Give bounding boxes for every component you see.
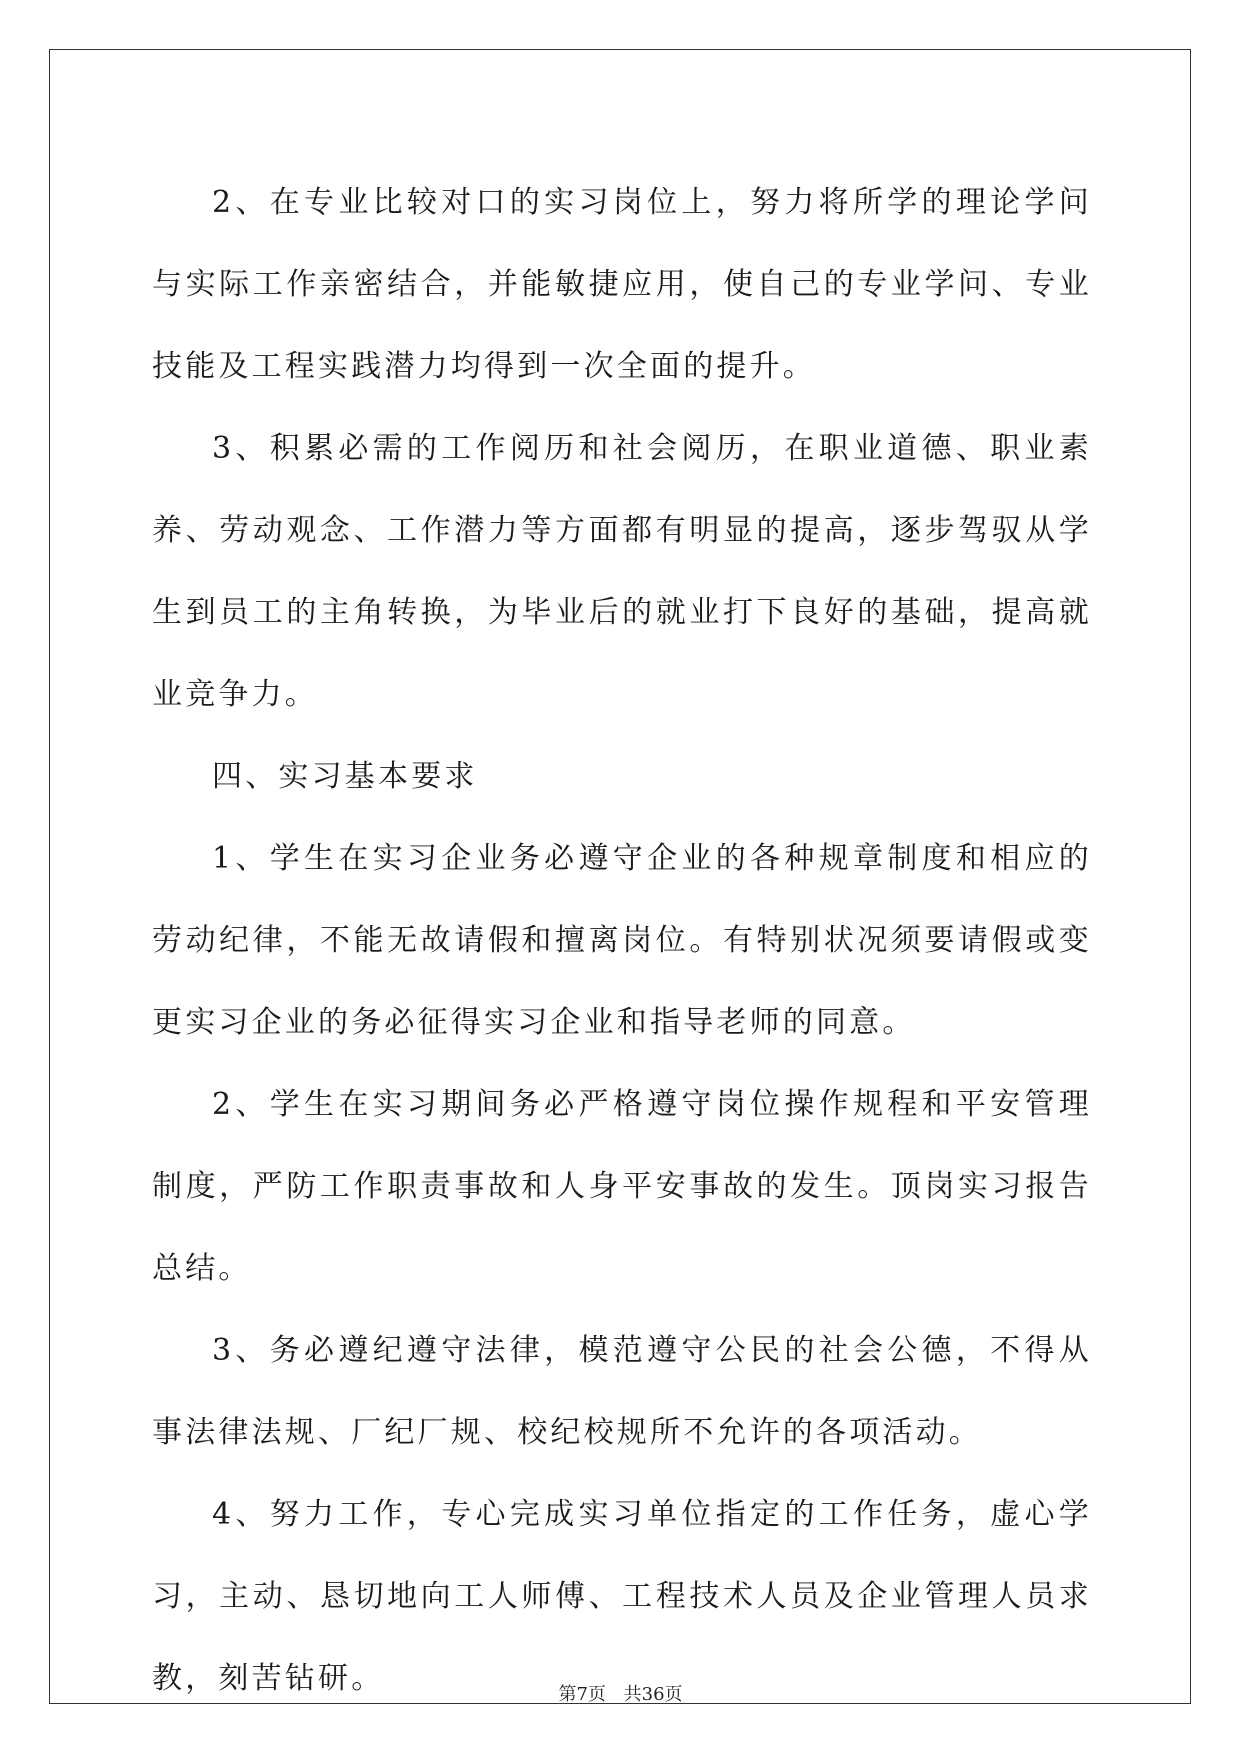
paragraph-goal-2: 2、在专业比较对口的实习岗位上，努力将所学的理论学问与实际工作亲密结合，并能敏捷应用，使自己的专业学问、专业技能及工程实践潜力均得到一次全面的提升。 (152, 185, 1092, 384)
page-total: 共36页 (623, 1684, 683, 1705)
document-body (152, 162, 1092, 1720)
section-heading-requirements: 四、实习基本要求 (212, 759, 478, 794)
paragraph-goal-3: 3、积累必需的工作阅历和社会阅历，在职业道德、职业素养、劳动观念、工作潜力等方面都有明显的提高，逐步驾驭从学生到员工的主角转换，为毕业后的就业打下良好的基础，提高就业竞争力。 (152, 431, 1092, 712)
paragraph-requirement-1: 1、学生在实习企业务必遵守企业的各种规章制度和相应的劳动纪律，不能无故请假和擅离岗位。有特别状况须要请假或变更实习企业的务必征得实习企业和指导老师的同意。 (152, 841, 1092, 1040)
paragraph-requirement-3: 3、务必遵纪遵守法律，模范遵守公民的社会公德，不得从事法律法规、厂纪厂规、校纪校规所不允许的各项活动。 (152, 1333, 1092, 1450)
paragraph-requirement-2: 2、学生在实习期间务必严格遵守岗位操作规程和平安管理制度，严防工作职责事故和人身平安事故的发生。顶岗实习报告总结。 (152, 1087, 1092, 1286)
page-footer (0, 1680, 1241, 1706)
page-number: 第7页 (558, 1684, 606, 1705)
paragraph-requirement-4: 4、努力工作，专心完成实习单位指定的工作任务，虚心学习，主动、恳切地向工人师傅、工程技术人员及企业管理人员求教，刻苦钻研。 (152, 1497, 1092, 1696)
